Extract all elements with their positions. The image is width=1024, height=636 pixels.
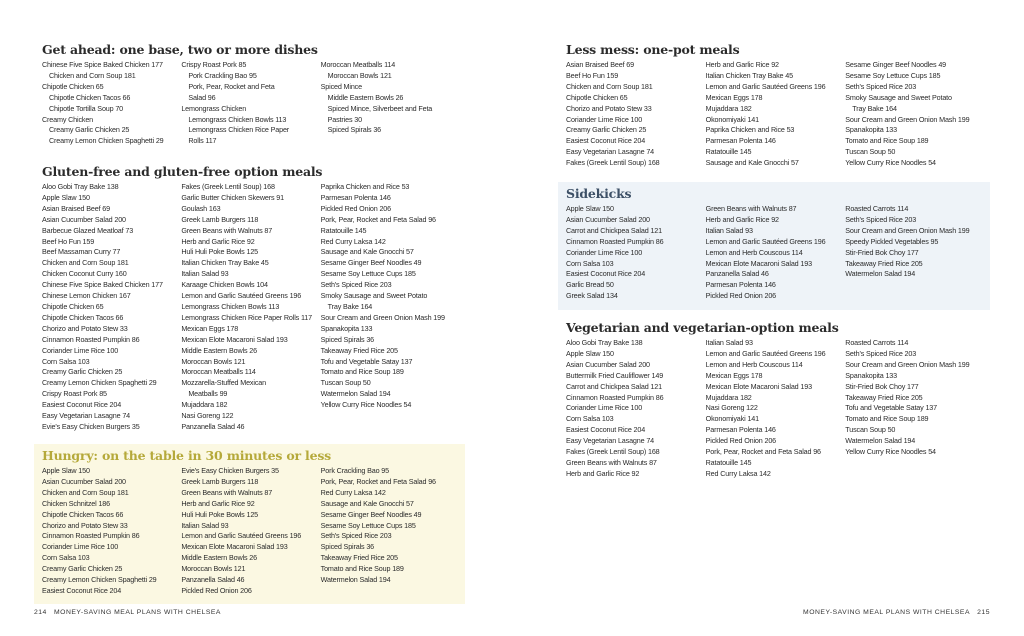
recipe-entry: Carrot and Chickpea Salad 121	[566, 381, 662, 391]
recipe-entry: Tuscan Soup 50	[320, 378, 371, 388]
page-number-left: 214	[34, 609, 47, 616]
recipe-entry: Italian Salad 93	[181, 269, 229, 279]
recipe-entry: Chicken Schnitzel 186	[42, 498, 110, 508]
recipe-entry: Carrot and Chickpea Salad 121	[566, 225, 662, 235]
column-2	[706, 338, 846, 480]
recipe-entry: Mexican Eggs 178	[705, 92, 763, 102]
recipe-entry: Asian Braised Beef 69	[566, 60, 634, 69]
recipe-entry: Moroccan Meatballs 114	[320, 60, 396, 69]
recipe-entry: Seth's Spiced Rice 203	[320, 280, 392, 290]
recipe-entry: Apple Slaw 150	[566, 348, 614, 358]
recipe-entry: Mexican Eggs 178	[705, 370, 763, 380]
recipe-entry: Italian Chicken Tray Bake 45	[181, 258, 269, 268]
recipe-entry: Goulash 163	[181, 203, 221, 213]
column-3	[845, 338, 982, 480]
recipe-entry: Easiest Coconut Rice 204	[566, 425, 646, 435]
recipe-entry: Parmesan Polenta 146	[705, 425, 776, 435]
recipe-entry: Roasted Carrots 114	[845, 204, 909, 213]
recipe-entry: Chipotle Chicken 65	[566, 92, 628, 102]
recipe-entry: Coriander Lime Rice 100	[42, 542, 119, 552]
recipe-entry: Tomato and Rice Soup 189	[320, 564, 404, 574]
recipe-entry: Coriander Lime Rice 100	[566, 403, 643, 413]
recipe-entry: Pickled Red Onion 206	[320, 203, 391, 213]
recipe-entry: Roasted Carrots 114	[845, 338, 909, 347]
recipe-entry: Aloo Gobi Tray Bake 138	[566, 338, 643, 347]
recipe-entry: Middle Eastern Bowls 26	[327, 92, 404, 102]
recipe-entry: Garlic Bread 50	[566, 280, 614, 290]
recipe-entry: Meatballs 99	[188, 389, 228, 399]
recipe-entry: Herb and Garlic Rice 92	[181, 236, 255, 246]
recipe-entry: Fakes (Greek Lentil Soup) 168	[181, 182, 275, 191]
recipe-entry: Chicken Coconut Curry 160	[42, 269, 127, 279]
recipe-entry: Easiest Coconut Rice 204	[566, 269, 646, 279]
column-1	[566, 60, 706, 169]
recipe-entry: Spiced Spirals 36	[320, 334, 375, 344]
recipe-entry: Sour Cream and Green Onion Mash 199	[845, 359, 970, 369]
section-get-ahead	[34, 38, 465, 156]
recipe-entry: Watermelon Salad 194	[320, 575, 391, 585]
recipe-entry: Parmesan Polenta 146	[705, 280, 776, 290]
recipe-entry: Asian Braised Beef 69	[42, 203, 110, 213]
recipe-entry: Sour Cream and Green Onion Mash 199	[845, 225, 970, 235]
recipe-entry: Green Beans with Walnuts 87	[566, 457, 657, 467]
footer-right	[803, 609, 990, 616]
recipe-entry: Lemongrass Chicken Bowls 113	[181, 301, 280, 311]
recipe-entry: Seth's Spiced Rice 203	[845, 214, 917, 224]
section-columns	[566, 204, 982, 302]
recipe-entry: Evie's Easy Chicken Burgers 35	[42, 421, 140, 431]
recipe-entry: Pastries 30	[327, 114, 362, 124]
section-less-mess	[558, 38, 990, 176]
recipe-entry: Chipotle Chicken 65	[42, 81, 104, 91]
recipe-entry: Spanakopita 133	[845, 370, 897, 380]
recipe-entry: Pickled Red Onion 206	[181, 585, 252, 595]
recipe-entry: Moroccan Bowls 121	[327, 70, 392, 80]
recipe-entry: Tray Bake 164	[327, 301, 373, 311]
recipe-entry: Greek Lamb Burgers 118	[181, 214, 259, 224]
recipe-entry: Lemon and Herb Couscous 114	[705, 247, 803, 257]
recipe-entry: Aloo Gobi Tray Bake 138	[42, 182, 119, 191]
recipe-entry: Tuscan Soup 50	[845, 425, 896, 435]
recipe-entry: Paprika Chicken and Rice 53	[320, 182, 410, 191]
recipe-entry: Crispy Roast Pork 85	[42, 389, 107, 399]
running-title-left: MONEY-SAVING MEAL PLANS WITH CHELSEA	[54, 609, 221, 616]
recipe-entry: Red Curry Laksa 142	[320, 487, 386, 497]
running-title-right: MONEY-SAVING MEAL PLANS WITH CHELSEA	[803, 609, 970, 616]
recipe-entry: Italian Salad 93	[181, 520, 229, 530]
recipe-entry: Asian Cucumber Salad 200	[42, 214, 126, 224]
recipe-entry: Mexican Elote Macaroni Salad 193	[181, 334, 288, 344]
recipe-entry: Tomato and Rice Soup 189	[845, 136, 929, 146]
column-3	[321, 60, 457, 147]
recipe-entry: Rolls 117	[188, 136, 217, 146]
recipe-entry: Sesame Soy Lettuce Cups 185	[845, 70, 941, 80]
recipe-entry: Creamy Garlic Chicken 25	[42, 367, 123, 377]
recipe-entry: Cinnamon Roasted Pumpkin 86	[566, 392, 664, 402]
recipe-entry: Corn Salsa 103	[566, 414, 614, 424]
recipe-entry: Speedy Pickled Vegetables 95	[845, 236, 939, 246]
recipe-entry: Chipotle Tortilla Soup 70	[49, 103, 124, 113]
recipe-entry: Corn Salsa 103	[42, 356, 90, 366]
recipe-entry: Greek Salad 134	[566, 291, 618, 301]
recipe-entry: Barbecue Glazed Meatloaf 73	[42, 225, 134, 235]
section-hungry	[34, 444, 465, 604]
column-2	[181, 466, 320, 597]
recipe-entry: Okonomiyaki 141	[705, 114, 759, 124]
recipe-entry: Chicken and Corn Soup 181	[49, 70, 136, 80]
recipe-entry: Chipotle Chicken Tacos 66	[42, 312, 124, 322]
recipe-entry: Coriander Lime Rice 100	[42, 345, 119, 355]
recipe-entry: Lemongrass Chicken Rice Paper	[188, 125, 290, 135]
recipe-entry: Cinnamon Roasted Pumpkin 86	[42, 531, 140, 541]
recipe-entry: Chicken and Corn Soup 181	[42, 258, 129, 268]
column-2	[706, 204, 846, 302]
recipe-entry: Mexican Elote Macaroni Salad 193	[705, 258, 812, 268]
recipe-entry: Watermelon Salad 194	[845, 269, 916, 279]
recipe-entry: Lemon and Garlic Sautéed Greens 196	[705, 81, 826, 91]
recipe-entry: Takeaway Fried Rice 205	[320, 345, 398, 355]
recipe-entry: Seth's Spiced Rice 203	[320, 531, 392, 541]
recipe-entry: Beef Ho Fun 159	[42, 236, 95, 246]
recipe-entry: Sour Cream and Green Onion Mash 199	[845, 114, 970, 124]
recipe-entry: Chinese Five Spice Baked Chicken 177	[42, 280, 163, 290]
column-3	[321, 182, 457, 433]
recipe-entry: Chorizo and Potato Stew 33	[42, 323, 128, 333]
recipe-entry: Lemongrass Chicken Rice Paper Rolls 117	[181, 312, 312, 322]
recipe-entry: Sausage and Kale Gnocchi 57	[705, 158, 799, 168]
recipe-entry: Chipotle Chicken Tacos 66	[49, 92, 131, 102]
recipe-entry: Easiest Coconut Rice 204	[42, 400, 122, 410]
recipe-entry: Stir-Fried Bok Choy 177	[845, 381, 919, 391]
recipe-entry: Herb and Garlic Rice 92	[705, 214, 779, 224]
section-columns	[42, 182, 457, 433]
recipe-entry: Greek Lamb Burgers 118	[181, 476, 259, 486]
recipe-entry: Spiced Spirals 36	[320, 542, 375, 552]
section-title: Vegetarian and vegetarian-option meals	[566, 320, 839, 335]
recipe-entry: Lemon and Garlic Sautéed Greens 196	[705, 236, 826, 246]
recipe-entry: Panzanella Salad 46	[705, 269, 769, 279]
section-gluten-free	[34, 160, 465, 438]
recipe-entry: Takeaway Fried Rice 205	[845, 258, 923, 268]
recipe-entry: Creamy Lemon Chicken Spaghetti 29	[42, 378, 157, 388]
recipe-entry: Easy Vegetarian Lasagne 74	[42, 411, 131, 421]
recipe-entry: Mujaddara 182	[705, 392, 752, 402]
recipe-entry: Corn Salsa 103	[42, 553, 90, 563]
recipe-entry: Yellow Curry Rice Noodles 54	[320, 400, 412, 410]
recipe-entry: Seth's Spiced Rice 203	[845, 348, 917, 358]
recipe-entry: Sausage and Kale Gnocchi 57	[320, 247, 414, 257]
recipe-entry: Buttermilk Fried Cauliflower 149	[566, 370, 664, 380]
recipe-entry: Chipotle Chicken 65	[42, 301, 104, 311]
recipe-entry: Pork, Pear, Rocket and Feta Salad 96	[320, 476, 436, 486]
recipe-entry: Creamy Garlic Chicken 25	[49, 125, 130, 135]
recipe-entry: Apple Slaw 150	[566, 204, 614, 213]
recipe-entry: Beef Massaman Curry 77	[42, 247, 121, 257]
recipe-entry: Karaage Chicken Bowls 104	[181, 280, 268, 290]
recipe-entry: Coriander Lime Rice 100	[566, 247, 643, 257]
recipe-entry: Asian Cucumber Salad 200	[566, 214, 650, 224]
recipe-entry: Garlic Butter Chicken Skewers 91	[181, 192, 284, 202]
recipe-entry: Lemon and Garlic Sautéed Greens 196	[705, 348, 826, 358]
recipe-entry: Sesame Soy Lettuce Cups 185	[320, 520, 416, 530]
recipe-entry: Italian Salad 93	[705, 225, 753, 235]
recipe-entry: Takeaway Fried Rice 205	[320, 553, 398, 563]
recipe-entry: Coriander Lime Rice 100	[566, 114, 643, 124]
recipe-entry: Yellow Curry Rice Noodles 54	[845, 158, 936, 168]
recipe-entry: Lemon and Herb Couscous 114	[705, 359, 803, 369]
recipe-entry: Green Beans with Walnuts 87	[181, 225, 273, 235]
recipe-entry: Mozzarella-Stuffed Mexican	[181, 378, 266, 388]
recipe-entry: Ratatouille 145	[320, 225, 367, 235]
recipe-entry: Lemongrass Chicken	[181, 103, 247, 113]
recipe-entry: Panzanella Salad 46	[181, 575, 245, 585]
recipe-entry: Creamy Lemon Chicken Spaghetti 29	[49, 136, 164, 146]
recipe-entry: Creamy Garlic Chicken 25	[566, 125, 647, 135]
recipe-entry: Red Curry Laksa 142	[705, 468, 771, 478]
recipe-entry: Chorizo and Potato Stew 33	[42, 520, 128, 530]
recipe-entry: Lemongrass Chicken Bowls 113	[188, 114, 287, 124]
section-sidekicks	[558, 182, 990, 310]
column-1	[566, 204, 706, 302]
recipe-entry: Easiest Coconut Rice 204	[42, 585, 122, 595]
recipe-entry: Italian Salad 93	[705, 338, 753, 347]
recipe-entry: Watermelon Salad 194	[845, 436, 916, 446]
recipe-entry: Mexican Eggs 178	[181, 323, 239, 333]
recipe-entry: Tofu and Vegetable Satay 137	[320, 356, 413, 366]
recipe-entry: Asian Cucumber Salad 200	[566, 359, 650, 369]
recipe-entry: Easiest Coconut Rice 204	[566, 136, 646, 146]
recipe-entry: Stir-Fried Bok Choy 177	[845, 247, 919, 257]
recipe-entry: Beef Ho Fun 159	[566, 70, 619, 80]
recipe-entry: Moroccan Bowls 121	[181, 356, 246, 366]
recipe-entry: Sour Cream and Green Onion Mash 199	[320, 312, 445, 322]
recipe-entry: Spanakopita 133	[320, 323, 373, 333]
recipe-entry: Moroccan Meatballs 114	[181, 367, 256, 377]
recipe-entry: Smoky Sausage and Sweet Potato	[320, 291, 428, 301]
recipe-entry: Chinese Five Spice Baked Chicken 177	[42, 60, 163, 69]
recipe-entry: Cinnamon Roasted Pumpkin 86	[42, 334, 140, 344]
recipe-entry: Moroccan Bowls 121	[181, 564, 246, 574]
recipe-entry: Pork Crackling Bao 95	[320, 466, 389, 475]
recipe-entry: Creamy Chicken	[42, 114, 94, 124]
recipe-entry: Green Beans with Walnuts 87	[181, 487, 273, 497]
recipe-entry: Creamy Lemon Chicken Spaghetti 29	[42, 575, 157, 585]
recipe-entry: Seth's Spiced Rice 203	[845, 81, 917, 91]
recipe-entry: Sausage and Kale Gnocchi 57	[320, 498, 414, 508]
recipe-entry: Green Beans with Walnuts 87	[705, 204, 797, 213]
recipe-entry: Tomato and Rice Soup 189	[845, 414, 929, 424]
recipe-entry: Spiced Mince, Silverbeet and Feta	[327, 103, 433, 113]
recipe-entry: Chicken and Corn Soup 181	[42, 487, 129, 497]
footer-left	[34, 609, 221, 616]
recipe-entry: Chicken and Corn Soup 181	[566, 81, 653, 91]
recipe-entry: Paprika Chicken and Rice 53	[705, 125, 795, 135]
recipe-entry: Huli Huli Poke Bowls 125	[181, 509, 259, 519]
recipe-entry: Italian Chicken Tray Bake 45	[705, 70, 793, 80]
recipe-entry: Smoky Sausage and Sweet Potato	[845, 92, 952, 102]
recipe-entry: Pork Crackling Bao 95	[188, 70, 257, 80]
recipe-entry: Sesame Ginger Beef Noodles 49	[320, 258, 422, 268]
recipe-entry: Sesame Ginger Beef Noodles 49	[845, 60, 947, 69]
recipe-entry: Fakes (Greek Lentil Soup) 168	[566, 447, 660, 457]
recipe-entry: Herb and Garlic Rice 92	[181, 498, 255, 508]
column-1	[566, 338, 706, 480]
column-1	[42, 60, 181, 147]
column-3	[321, 466, 457, 597]
recipe-entry: Tuscan Soup 50	[845, 147, 896, 157]
recipe-entry: Pork, Pear, Rocket and Feta	[188, 81, 275, 91]
recipe-entry: Watermelon Salad 194	[320, 389, 391, 399]
column-3	[845, 204, 982, 302]
recipe-entry: Lemon and Garlic Sautéed Greens 196	[181, 531, 302, 541]
recipe-entry: Nasi Goreng 122	[181, 411, 234, 421]
recipe-entry: Asian Cucumber Salad 200	[42, 476, 126, 486]
recipe-entry: Panzanella Salad 46	[181, 421, 245, 431]
recipe-entry: Sesame Ginger Beef Noodles 49	[320, 509, 422, 519]
recipe-entry: Pork, Pear, Rocket and Feta Salad 96	[705, 447, 821, 457]
section-columns	[42, 466, 457, 597]
recipe-entry: Takeaway Fried Rice 205	[845, 392, 923, 402]
column-1	[42, 182, 181, 433]
column-2	[181, 60, 320, 147]
recipe-entry: Herb and Garlic Rice 92	[705, 60, 779, 69]
section-columns	[42, 60, 457, 147]
page-number-right: 215	[977, 609, 990, 616]
column-3	[845, 60, 982, 169]
recipe-entry: Mujaddara 182	[705, 103, 752, 113]
recipe-entry: Ratatouille 145	[705, 457, 752, 467]
recipe-entry: Huli Huli Poke Bowls 125	[181, 247, 259, 257]
recipe-entry: Fakes (Greek Lentil Soup) 168	[566, 158, 660, 168]
recipe-entry: Sesame Soy Lettuce Cups 185	[320, 269, 416, 279]
recipe-entry: Spiced Mince	[320, 81, 362, 91]
recipe-entry: Nasi Goreng 122	[705, 403, 758, 413]
recipe-entry: Pickled Red Onion 206	[705, 436, 777, 446]
recipe-entry: Parmesan Polenta 146	[705, 136, 776, 146]
recipe-entry: Salad 96	[188, 92, 216, 102]
section-title: Sidekicks	[566, 186, 632, 201]
section-columns	[566, 338, 982, 480]
recipe-entry: Evie's Easy Chicken Burgers 35	[181, 466, 279, 475]
section-title: Hungry: on the table in 30 minutes or less	[42, 448, 332, 463]
recipe-entry: Chinese Lemon Chicken 167	[42, 291, 131, 301]
recipe-entry: Pickled Red Onion 206	[705, 291, 777, 301]
column-1	[42, 466, 181, 597]
recipe-entry: Corn Salsa 103	[566, 258, 614, 268]
recipe-entry: Apple Slaw 150	[42, 466, 90, 475]
recipe-entry: Mujaddara 182	[181, 400, 228, 410]
recipe-entry: Chipotle Chicken Tacos 66	[42, 509, 124, 519]
recipe-entry: Easy Vegetarian Lasagne 74	[566, 147, 655, 157]
column-2	[706, 60, 846, 169]
recipe-entry: Ratatouille 145	[705, 147, 752, 157]
recipe-entry: Mexican Elote Macaroni Salad 193	[181, 542, 288, 552]
recipe-entry: Easy Vegetarian Lasagne 74	[566, 436, 655, 446]
recipe-entry: Creamy Garlic Chicken 25	[42, 564, 123, 574]
recipe-entry: Apple Slaw 150	[42, 192, 90, 202]
recipe-entry: Red Curry Laksa 142	[320, 236, 386, 246]
recipe-entry: Spanakopita 133	[845, 125, 897, 135]
recipe-entry: Okonomiyaki 141	[705, 414, 759, 424]
recipe-entry: Herb and Garlic Rice 92	[566, 468, 640, 478]
recipe-entry: Chorizo and Potato Stew 33	[566, 103, 652, 113]
recipe-entry: Mexican Elote Macaroni Salad 193	[705, 381, 812, 391]
recipe-entry: Yellow Curry Rice Noodles 54	[845, 447, 936, 457]
recipe-entry: Crispy Roast Pork 85	[181, 60, 247, 69]
section-columns	[566, 60, 982, 169]
section-title: Get ahead: one base, two or more dishes	[42, 42, 318, 57]
recipe-entry: Tray Bake 164	[852, 103, 897, 113]
recipe-entry: Pork, Pear, Rocket and Feta Salad 96	[320, 214, 436, 224]
section-vegetarian	[558, 316, 990, 484]
recipe-entry: Middle Eastern Bowls 26	[181, 553, 257, 563]
recipe-entry: Parmesan Polenta 146	[320, 192, 391, 202]
recipe-entry: Tomato and Rice Soup 189	[320, 367, 404, 377]
section-title: Less mess: one-pot meals	[566, 42, 740, 57]
recipe-entry: Spiced Spirals 36	[327, 125, 382, 135]
recipe-entry: Cinnamon Roasted Pumpkin 86	[566, 236, 664, 246]
section-title: Gluten-free and gluten-free option meals	[42, 164, 323, 179]
recipe-entry: Tofu and Vegetable Satay 137	[845, 403, 937, 413]
recipe-entry: Lemon and Garlic Sautéed Greens 196	[181, 291, 302, 301]
column-2	[181, 182, 320, 433]
recipe-entry: Middle Eastern Bowls 26	[181, 345, 257, 355]
